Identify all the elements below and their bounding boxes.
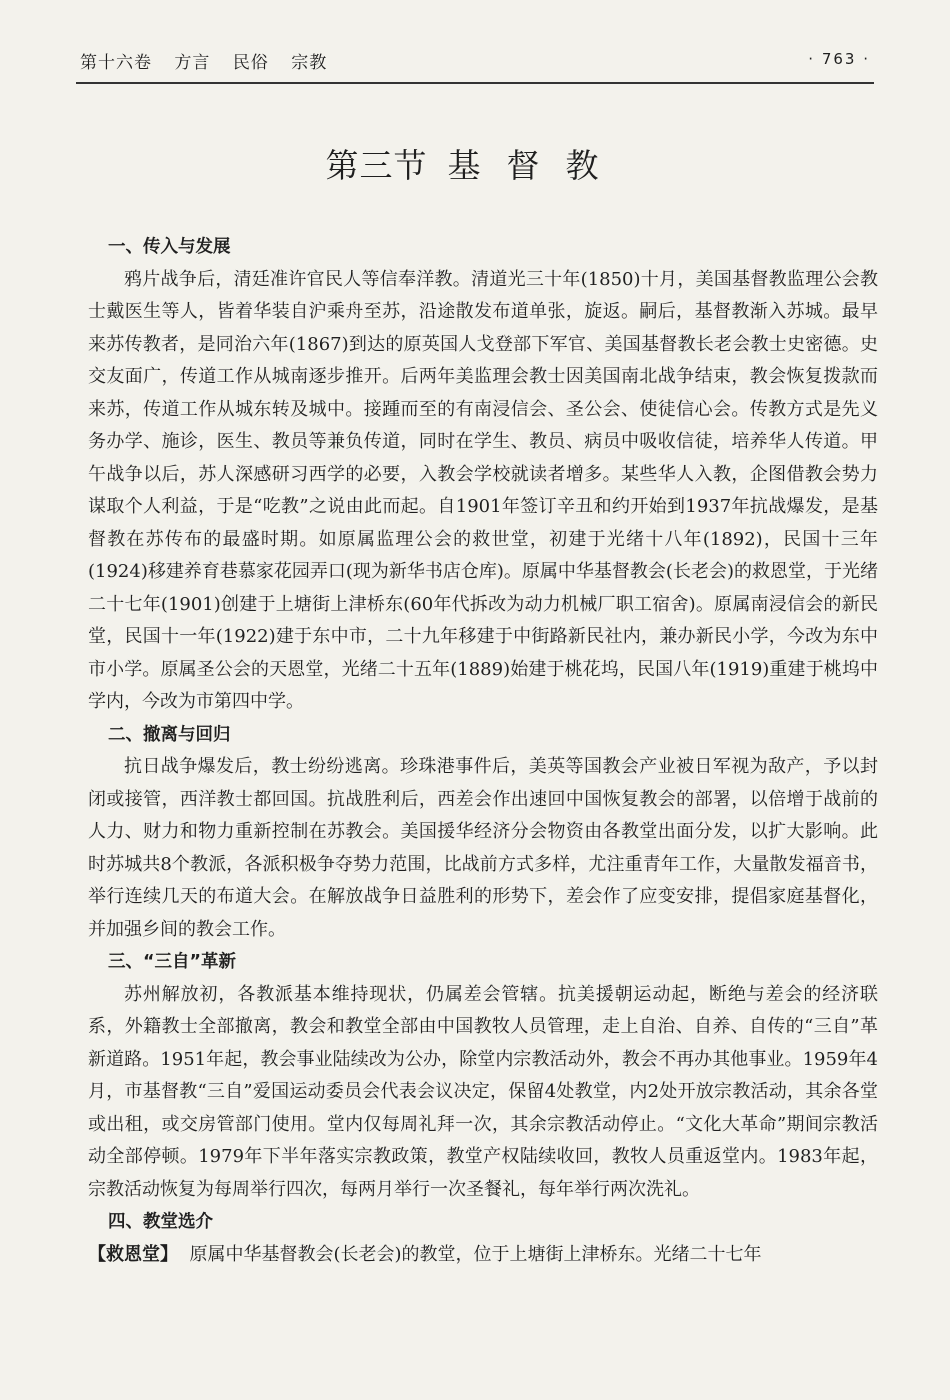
subsection-heading: 四、教堂选介 [108, 1212, 213, 1232]
page-number: · 763 · [808, 50, 870, 68]
paragraph: 鸦片战争后，清廷准许官民人等信奉洋教。清道光三十年(1850)十月，美国基督教监理公会教士戴医生等人，皆着华装自沪乘舟至苏，沿途散发布道单张，旋返。嗣后，基督教渐入苏城。最早来苏传教者，是同治六年(1867)到达的原英国人戈登部下军官、美国基督教长老会教士史密德。史交友面广，传道工作从城南逐步推开。后两年美监理会教士因美国南北战争结束，教会恢复拨款而来苏，传道工作从城东转及城中。接踵而至的有南浸信会、圣公会、使徒信心会。传教方式是先义务办学、施诊，医生、教员等兼负传道，同时在学生、教员、病员中吸收信徒，培养华人传道。甲午战争以后，苏人深感研习西学的必要，入教会学校就读者增多。某些华人入教，企图借教会势力谋取个人利益，于是“吃教”之说由此而起。自1901年签订辛丑和约开始到1937年抗战爆发，是基督教在苏传布的最盛时期。如原属监理公会的救世堂，初建于光绪十八年(1892)，民国十三年(1924)移建养育巷慕家花园弄口(现为新华书店仓库)。原属中华基督教会(长老会)的救恩堂，于光绪二十七年(1901)创建于上塘街上津桥东(60年代拆改为动力机械厂职工宿舍)。原属南浸信会的新民堂，民国十一年(1922)建于东中市，二十九年移建于中街路新民社内，兼办新民小学，今改为东中市小学。原属圣公会的天恩堂，光绪二十五年(1889)始建于桃花坞，民国八年(1919)重建于桃坞中学内，今改为市第四中学。 [88, 268, 878, 712]
subsection-heading: 一、传入与发展 [108, 237, 231, 257]
header-topic: 民俗 [232, 53, 269, 73]
section-title [0, 140, 950, 187]
subsection-heading: 三、“三自”革新 [108, 952, 237, 972]
header-topic: 方言 [174, 53, 211, 73]
header-rule [76, 82, 874, 84]
subsection-heading: 二、撤离与回归 [108, 724, 231, 745]
entry-text: 原属中华基督教会(长老会)的教堂，位于上塘街上津桥东。光绪二十七年 [189, 1243, 762, 1265]
header-volume-topics [80, 48, 343, 73]
body-text [88, 231, 878, 1271]
church-entry [88, 1239, 878, 1272]
section-number: 第三节 [325, 146, 428, 185]
section-name: 基督教 [447, 146, 625, 185]
header-volume: 第十六卷 [80, 53, 152, 73]
paragraph: 抗日战争爆发后，教士纷纷逃离。珍珠港事件后，美英等国教会产业被日军视为敌产，予以封闭或接管，西洋教士都回国。抗战胜利后，西差会作出速回中国恢复教会的部署，以倍增于战前的人力、财力和物力重新控制在苏教会。美国援华经济分会物资由各教堂出面分发，以扩大影响。此时苏城共8个教派，各派积极争夺势力范围，比战前方式多样，尤注重青年工作，大量散发福音书，举行连续几天的布道大会。在解放战争日益胜利的形势下，差会作了应变安排，提倡家庭基督化，并加强乡间的教会工作。 [88, 756, 878, 940]
paragraph: 苏州解放初，各教派基本维持现状，仍属差会管辖。抗美援朝运动起，断绝与差会的经济联系，外籍教士全部撤离，教会和教堂全部由中国教牧人员管理，走上自治、自养、自传的“三自”革新道路。1951年起，教会事业陆续改为公办，除堂内宗教活动外，教会不再办其他事业。1959年4月，市基督教“三自”爱国运动委员会代表会议决定，保留4处教堂，内2处开放宗教活动，其余各堂或出租，或交房管部门使用。堂内仅每周礼拜一次，其余宗教活动停止。“文化大革命”期间宗教活动全部停顿。1979年下半年落实宗教政策，教堂产权陆续收回，教牧人员重返堂内。1983年起，宗教活动恢复为每周举行四次，每两月举行一次圣餐礼，每年举行两次洗礼。 [88, 983, 878, 1200]
running-header [80, 46, 870, 76]
header-topic: 宗教 [291, 53, 328, 73]
entry-term: 【救恩堂】 [88, 1243, 178, 1265]
